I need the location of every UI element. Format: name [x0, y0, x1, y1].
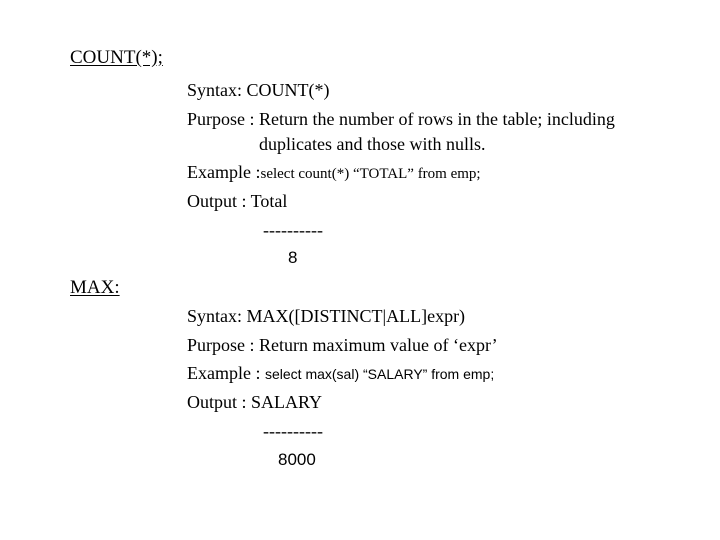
max-output-dashes: ---------- [263, 421, 323, 441]
max-purpose: Purpose : Return maximum value of ‘expr’ [187, 335, 498, 355]
count-output-dashes: ---------- [263, 220, 323, 240]
max-output-label: Output : SALARY [187, 392, 323, 412]
count-heading: COUNT(*); [70, 47, 163, 68]
count-output-label: Output : Total [187, 191, 288, 211]
count-output-value: 8 [288, 248, 298, 267]
max-example-label: Example : [187, 363, 261, 383]
max-syntax: Syntax: MAX([DISTINCT|ALL]expr) [187, 306, 466, 326]
count-purpose-line1: Purpose : Return the number of rows in the table; including [187, 109, 615, 129]
count-example-label: Example : [187, 162, 261, 182]
max-heading: MAX: [70, 277, 120, 298]
count-example-code: select count(*) “TOTAL” from emp; [260, 166, 481, 182]
count-syntax: Syntax: COUNT(*) [187, 80, 330, 100]
count-purpose-line2: duplicates and those with nulls. [259, 134, 486, 154]
max-example [187, 363, 494, 384]
count-example [187, 162, 481, 183]
max-output-value: 8000 [278, 450, 316, 469]
max-example-code: select max(sal) “SALARY” from emp; [264, 366, 495, 382]
